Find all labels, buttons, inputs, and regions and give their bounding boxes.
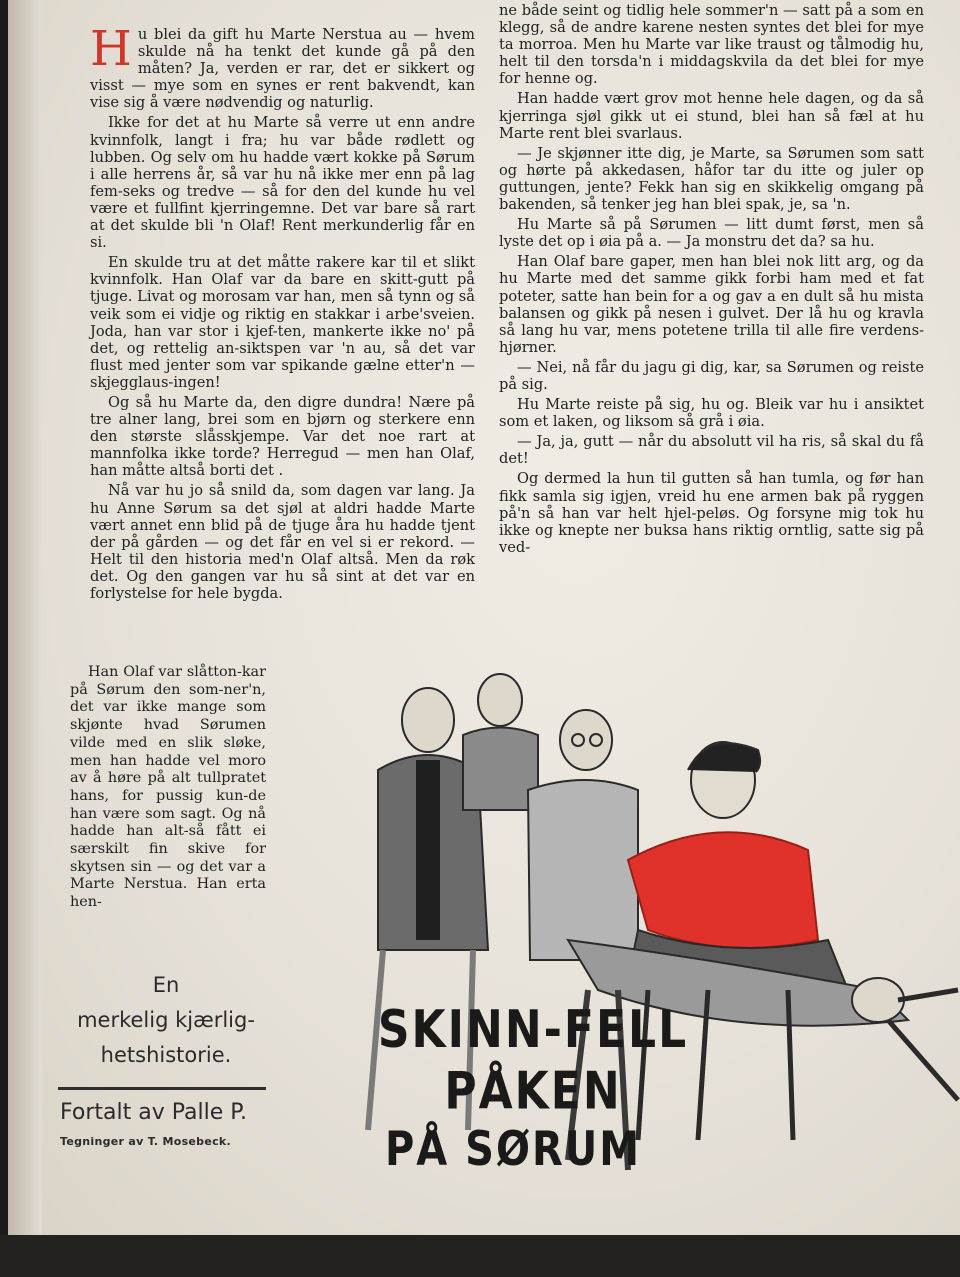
man-back-head — [478, 674, 522, 726]
story-paragraph: Og så hu Marte da, den digre dundra! Nære på tre alner lang, brei som en bjørn og sterkere enn den største slåsskjempe. Var det noe rart at mannfolka ikke torde? Herregud — men han Olaf, han måtte altså borti det . — [90, 393, 475, 480]
magazine-page — [8, 0, 960, 1240]
story-paragraph: En skulde tru at det måtte rakere kar til et slikt kvinnfolk. Han Olaf var da bare en skitt-gutt på tjuge. Livat og morosam var han, men så tynn og så veik som ei vidje og riktig en stakkar i arbe'sveien. Joda, han var stor i kjef-ten, mankerte ikke no' på det, og rettelig an-siktspen var 'n au, så det var flust med jenter som var spikande gælne etter'n — skjegglaus-ingen! — [90, 254, 475, 391]
story-paragraph: Nå var hu jo så snild da, som dagen var lang. Ja hu Anne Sørum sa det sjøl at aldri hadde Marte vært annet enn blid på de tjuge åra hu hadde tjent der på gården — og det får en vel si er rekord. — Helt til den historia med'n Olaf altså. Men da røk det. Og den gangen var hu så sint at det var en forlystelse for hele bygda. — [90, 482, 475, 602]
man-glasses-head — [560, 710, 612, 770]
drop-cap: H — [90, 21, 132, 77]
man-glasses-vest — [528, 780, 638, 960]
story-paragraph: Hu blei da gift hu Marte Nerstua au — hvem skulde nå ha tenkt det kunde gå på den måten? Ja, verden er rar, det er sikkert og visst — mye som en synes er rent bakvendt, kan vise sig å være nødvendig og naturlig. — [90, 21, 475, 112]
boy-head — [852, 978, 904, 1022]
divider — [58, 1087, 266, 1090]
tagline-line: merkelig kjærlig- — [77, 1008, 255, 1032]
story-column-narrow — [70, 664, 266, 915]
man-left-shirt — [416, 760, 440, 940]
man-back-body — [463, 728, 538, 811]
story-paragraph: Hu Marte reiste på sig, hu og. Bleik var hu i ansiktet som et laken, og liksom så grå i øia. — [499, 396, 924, 431]
author-byline: Fortalt av Palle P. — [60, 1100, 248, 1125]
man-left-head — [402, 688, 454, 752]
story-paragraph: Hu Marte så på Sørumen — litt dumt først, men så lyste det op i øia på a. — Ja monstru det da? sa hu. — [499, 216, 924, 251]
story-paragraph: ne både seint og tidlig hele sommer'n — satt på a som en klegg, så de andre karene nesten syntes det blei for mye ta morroa. Men hu Marte var like traust og tålmodig hu, helt til den torsda'n i middagskvila da det blei for mye for henne og. — [499, 2, 924, 88]
tagline-line: hetshistorie. — [100, 1043, 232, 1067]
story-paragraph: Ikke for det at hu Marte så verre ut enn andre kvinnfolk, langt i fra; hu var både rødlett og lubben. Og selv om hu hadde vært kokke på Sørum i alle herrens år, så var hu nå ikke mer enn på lag fem-seks og tredve — så for den del kunde hu vel være et fullfint kjerringemne. Det var bare så rart at det skulde bli 'n Olaf! Rent merkunderlig får en si. — [90, 114, 475, 252]
page-fold-shadow — [8, 0, 42, 1240]
table-background — [0, 1235, 960, 1277]
story-paragraph: Han hadde vært grov mot henne hele dagen, og da så kjerringa sjøl gikk ut ei stund, blei han så fæl at hu Marte rent blei svarlaus. — [499, 90, 924, 142]
story-column-right — [499, 2, 924, 559]
headline-line-1: SKINN-FELL PÅKEN — [377, 1000, 689, 1122]
story-paragraph: — Je skjønner itte dig, je Marte, sa Sørumen som satt og hørte på akkedasen, håfor tar du itte og juler op guttungen, jente? Fekk han sig en skikkelig omgang på bakenden, så tenker jeg han blei spak, je, sa 'n. — [499, 144, 924, 214]
story-headline — [298, 1000, 768, 1177]
illustrator-credit: Tegninger av T. Mosebeck. — [60, 1135, 232, 1148]
woman-red-sweater — [628, 832, 818, 948]
tagline-line: En — [152, 973, 180, 997]
story-paragraph: Og dermed la hun til gutten så han tumla, og før han fikk samla sig igjen, vreid hu ene armen bak på ryggen på'n så han var helt hjel-peløs. Og forsyne mig tok hu ikke og knepte ner buksa hans riktig orntlig, satte sig på ved- — [499, 470, 924, 556]
headline-line-2: PÅ SØRUM — [384, 1122, 642, 1177]
story-paragraph: Han Olaf var slåtton-kar på Sørum den som-ner'n, det var ikke mange som skjønte hvad Sørumen vilde med en slik sløke, men han hadde vel moro av å høre på alt tullpratet hans, for pussig kun-de han være som sagt. Og nå hadde han alt-så fått ei særskilt fin skive for skytsen sin — og det var a Marte Nerstua. Han erta hen- — [70, 664, 266, 911]
story-paragraph: — Nei, nå får du jagu gi dig, kar, sa Sørumen og reiste på sig. — [499, 358, 924, 393]
story-paragraph: — Ja, ja, gutt — når du absolutt vil ha ris, så skal du få det! — [499, 433, 924, 468]
story-sidebar — [56, 968, 276, 1148]
woman-hair — [688, 743, 760, 772]
story-column-left — [90, 21, 475, 605]
story-paragraph: Han Olaf bare gaper, men han blei nok litt arg, og da hu Marte med det samme gikk forbi ham med et fat poteter, satte han bein for a og gav a en dult så hu mista balansen og gikk på nesen i gulvet. Der lå hu og kravla så lang hu var, mens potetene trilla til alle fire verdens-hjørner. — [499, 253, 924, 356]
